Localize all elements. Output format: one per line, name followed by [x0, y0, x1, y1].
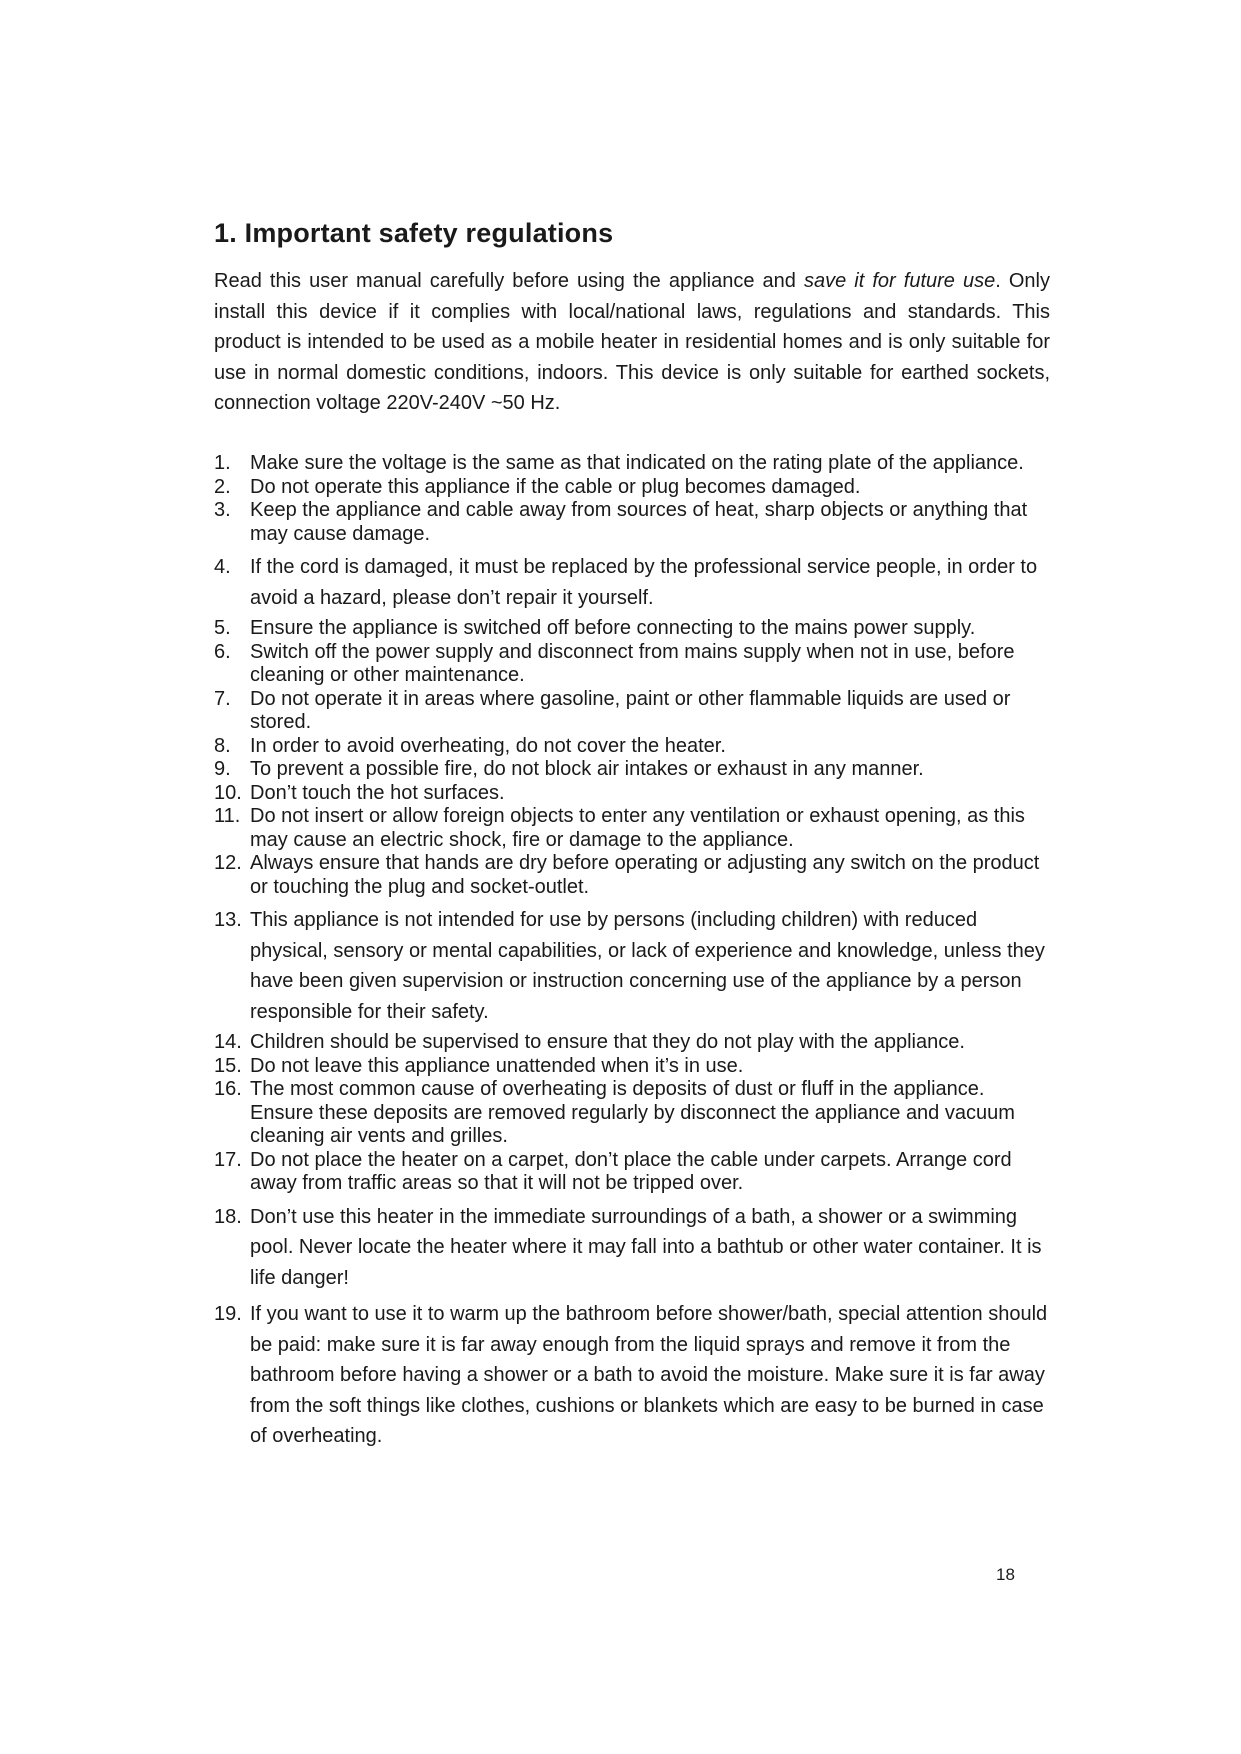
list-item — [214, 758, 1050, 782]
item-text: Do not operate this appliance if the cable or plug becomes damaged. — [250, 475, 861, 498]
item-number: 6. — [214, 640, 231, 663]
item-text: Do not operate it in areas where gasoline, paint or other flammable liquids are used or stored. — [250, 687, 1011, 733]
item-text: Children should be supervised to ensure that they do not play with the appliance. — [250, 1031, 965, 1053]
item-number: 13. — [214, 909, 242, 931]
item-number: 12. — [214, 852, 242, 874]
list-item — [214, 1031, 1050, 1055]
item-text: Don’t use this heater in the immediate surroundings of a bath, a shower or a swimming pool. Never locate the heater where it may fall into a bathtub or other water container. It is life danger! — [250, 1205, 1042, 1289]
item-text: Always ensure that hands are dry before operating or adjusting any switch on the product or touching the plug and socket-outlet. — [250, 852, 1040, 898]
item-number: 4. — [214, 556, 231, 578]
item-text: Don’t touch the hot surfaces. — [250, 781, 505, 804]
item-text: In order to avoid overheating, do not cover the heater. — [250, 734, 726, 757]
list-item — [214, 782, 1050, 806]
item-number: 9. — [214, 758, 231, 780]
list-item — [214, 1299, 1050, 1452]
item-number: 16. — [214, 1078, 242, 1100]
list-item — [214, 805, 1050, 852]
list-item — [214, 1078, 1050, 1149]
page-number: 18 — [996, 1565, 1015, 1584]
list-item — [214, 1149, 1050, 1196]
item-text: This appliance is not intended for use by persons (including children) with reduced physical, sensory or mental capabilities, or lack of experience and knowledge, unless they have been given supervision or instruction concerning use of the appliance by a person responsible for their safety. — [250, 909, 1045, 1023]
item-number: 14. — [214, 1031, 242, 1053]
item-text: Do not insert or allow foreign objects to enter any ventilation or exhaust opening, as this may cause an electric shock, fire or damage to the appliance. — [250, 805, 1025, 851]
item-number: 17. — [214, 1148, 242, 1171]
item-text: If you want to use it to warm up the bathroom before shower/bath, special attention should be paid: make sure it is far away enough from the liquid sprays and remove it from the bathroom before having a shower or a bath to avoid the moisture. Make sure it is far away from the soft things like clothes, cushions or blankets which are easy to be burned in case of overheating. — [250, 1303, 1048, 1447]
list-item — [214, 688, 1050, 735]
list-item — [214, 452, 1050, 476]
safety-rules-list — [214, 452, 1050, 1456]
list-item — [214, 641, 1050, 688]
item-number: 7. — [214, 687, 231, 710]
item-text: Make sure the voltage is the same as that indicated on the rating plate of the appliance. — [250, 452, 1024, 474]
section-heading: 1. Important safety regulations — [214, 218, 614, 248]
intro-italic-text: save it for future use — [803, 270, 996, 292]
intro-paragraph — [214, 266, 1050, 419]
item-number: 8. — [214, 734, 231, 757]
item-number: 19. — [214, 1303, 242, 1325]
item-number: 15. — [214, 1054, 242, 1077]
item-text: Do not place the heater on a carpet, don’t place the cable under carpets. Arrange cord away from traffic areas so that it will not be tripped over. — [250, 1148, 1012, 1194]
item-text: Switch off the power supply and disconnect from mains supply when not in use, before cleaning or other maintenance. — [250, 640, 1015, 686]
intro-text-2: . Only install this device if it complies with local/national laws, regulations and standards. This product is intended to be used as a mobile heater in residential homes and is only suitable for use in normal domestic conditions, indoors. This device is only suitable for earthed sockets, connection voltage 220V-240V ~50 Hz. — [214, 270, 1051, 414]
list-item — [214, 617, 1050, 641]
item-text: The most common cause of overheating is deposits of dust or fluff in the appliance. Ensure these deposits are removed regularly by disconnect the appliance and vacuum cleaning air vents and grilles. — [250, 1078, 1015, 1147]
list-item — [214, 735, 1050, 759]
list-item — [214, 476, 1050, 500]
item-number: 3. — [214, 499, 231, 521]
item-number: 5. — [214, 617, 231, 639]
item-number: 2. — [214, 475, 231, 498]
item-text: To prevent a possible fire, do not block air intakes or exhaust in any manner. — [250, 758, 924, 780]
list-item — [214, 499, 1050, 546]
item-number: 10. — [214, 781, 242, 804]
item-text: Do not leave this appliance unattended when it’s in use. — [250, 1054, 744, 1077]
list-item — [214, 905, 1050, 1027]
intro-text-1: Read this user manual carefully before using the appliance and — [214, 270, 804, 292]
list-item — [214, 552, 1050, 613]
item-number: 11. — [214, 805, 241, 827]
item-number: 1. — [214, 452, 231, 474]
list-item — [214, 1055, 1050, 1079]
list-item — [214, 852, 1050, 899]
list-item — [214, 1202, 1050, 1294]
item-text: Keep the appliance and cable away from sources of heat, sharp objects or anything that may cause damage. — [250, 499, 1028, 545]
item-number: 18. — [214, 1205, 242, 1228]
item-text: Ensure the appliance is switched off before connecting to the mains power supply. — [250, 617, 976, 639]
item-text: If the cord is damaged, it must be replaced by the professional service people, in order to avoid a hazard, please don’t repair it yourself. — [250, 556, 1038, 609]
